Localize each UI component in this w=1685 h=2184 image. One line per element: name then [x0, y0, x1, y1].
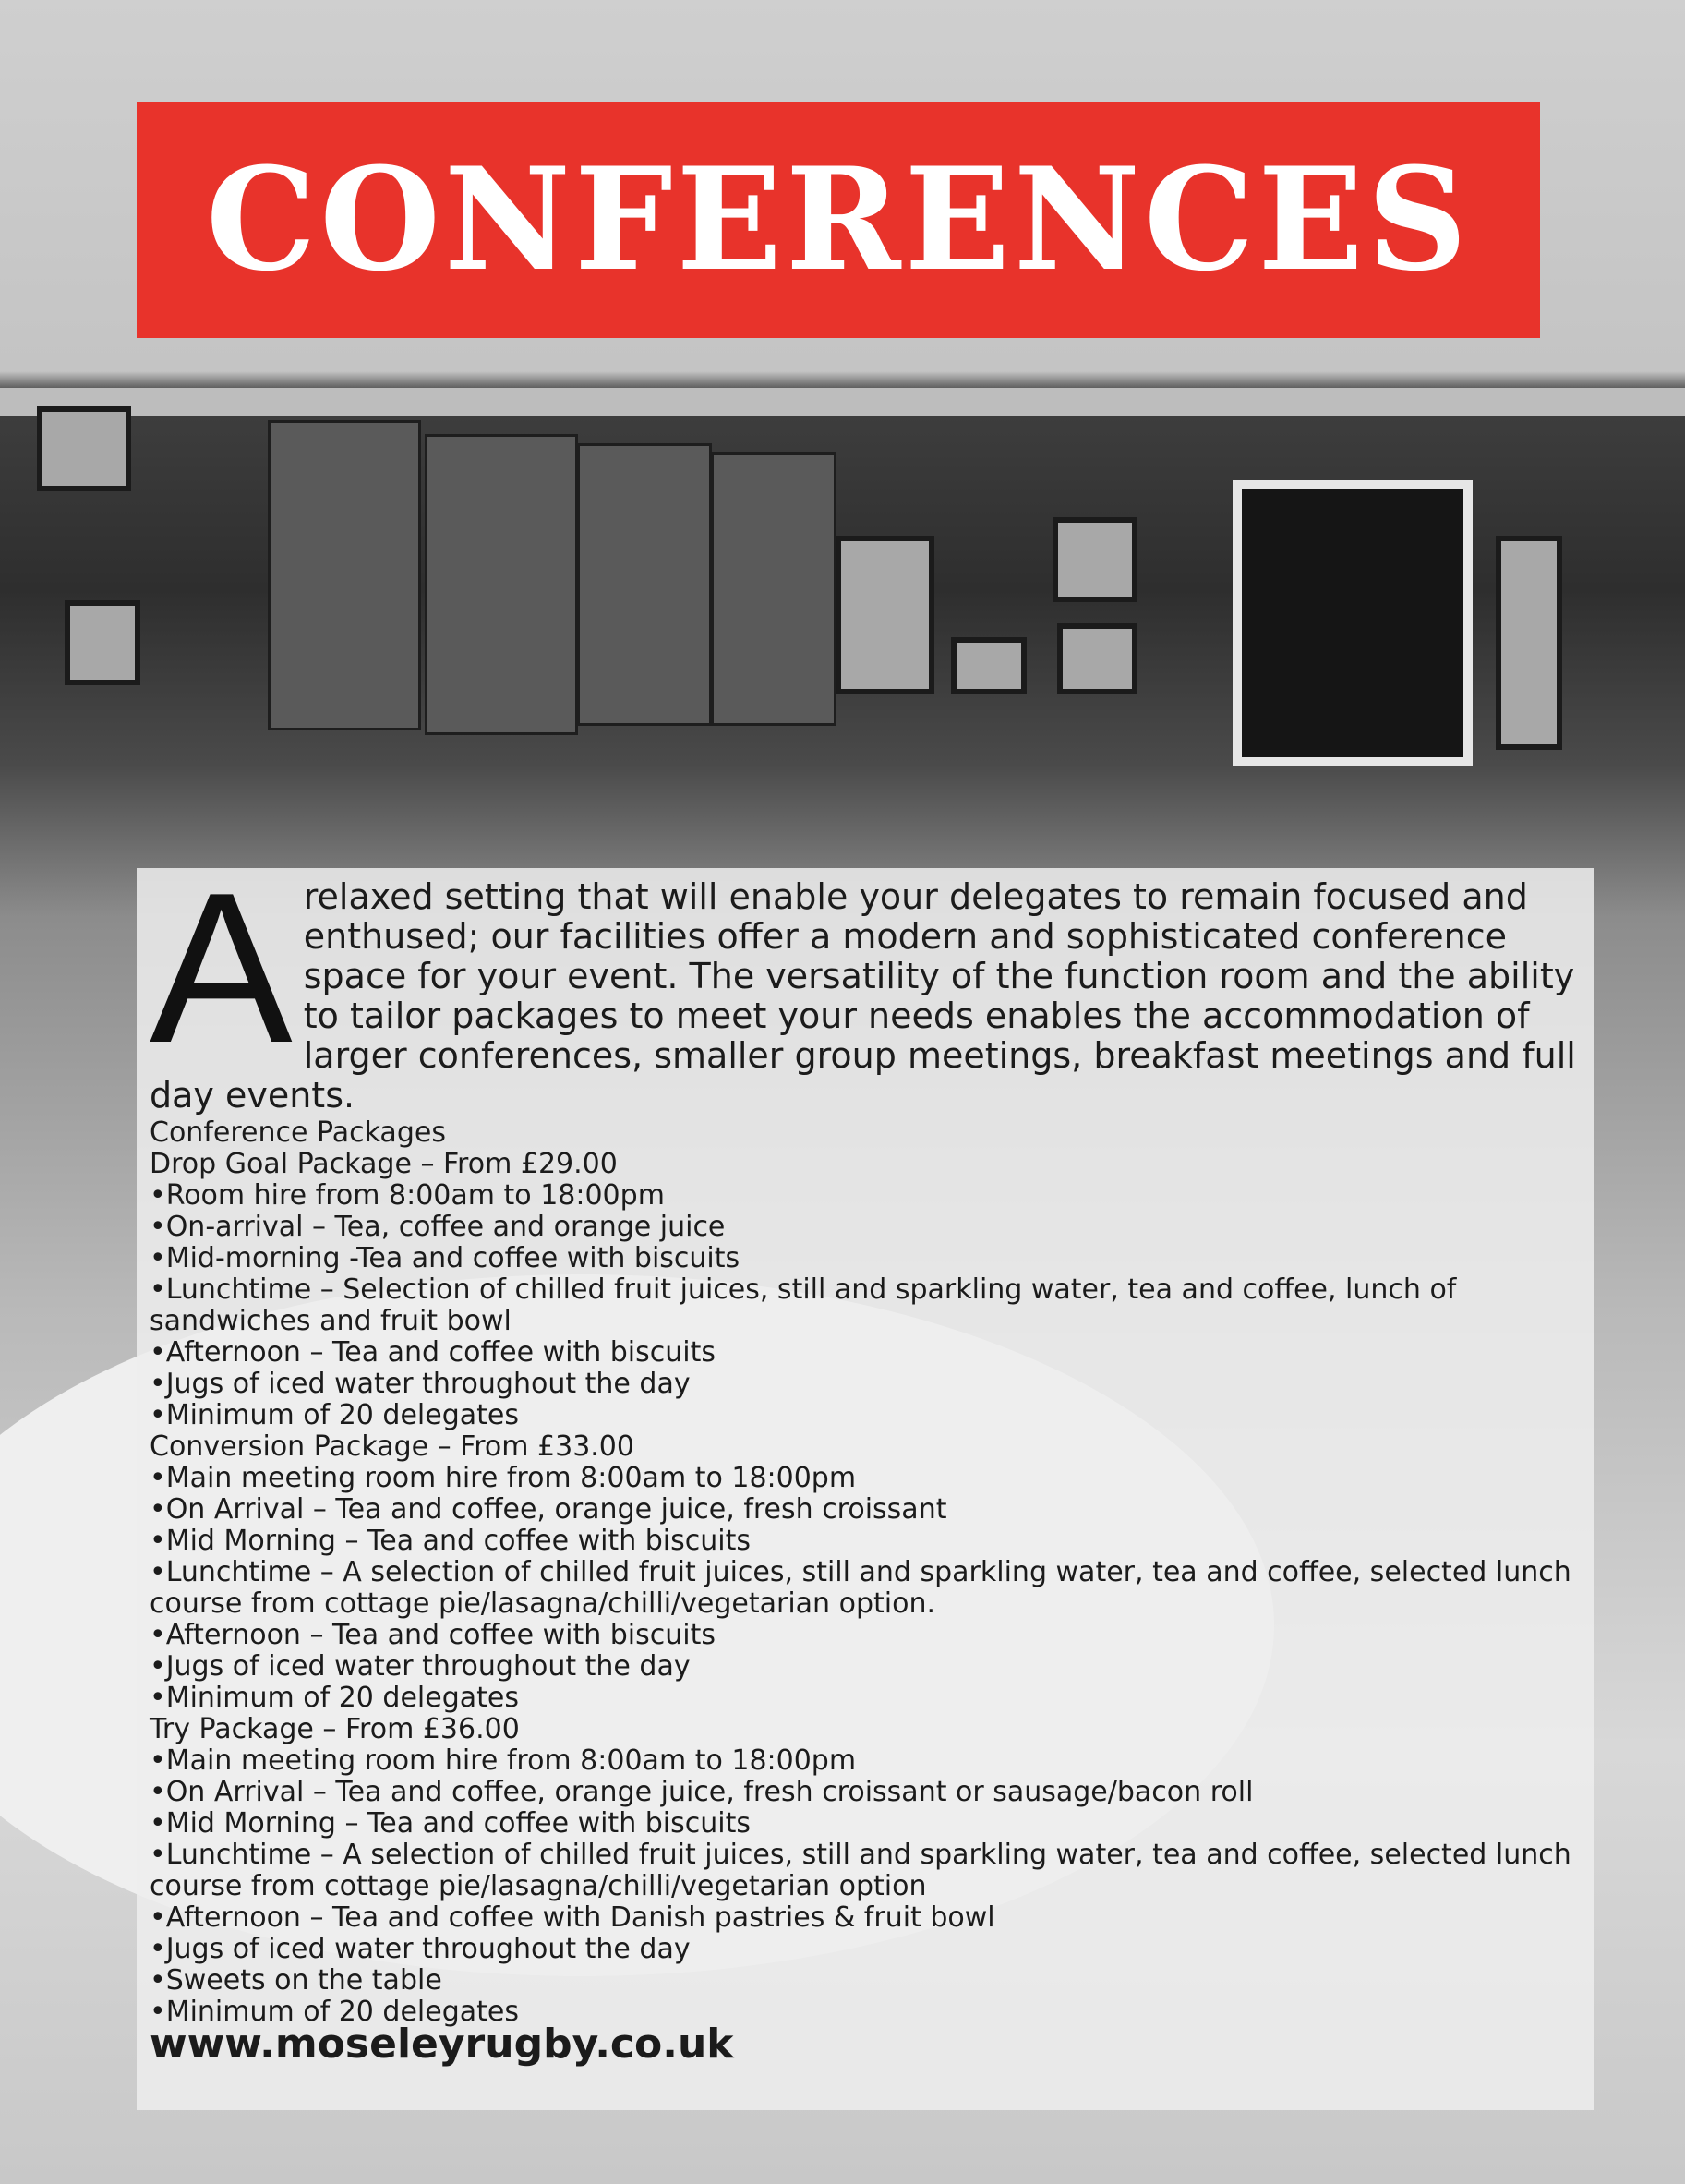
wall-display-case [577, 443, 712, 726]
wall-display-case [268, 420, 421, 730]
list-item: •Main meeting room hire from 8:00am to 18:00pm [150, 1462, 857, 1494]
intro-paragraph [150, 849, 1581, 1116]
website-link[interactable]: www.moseleyrugby.co.uk [150, 2021, 734, 2068]
list-item: •Jugs of iced water throughout the day [150, 1650, 691, 1683]
content [150, 849, 1581, 2028]
list-item: •Afternoon – Tea and coffee with biscuits [150, 1336, 716, 1369]
list-item: •Jugs of iced water throughout the day [150, 1933, 691, 1965]
list-item: •Mid Morning – Tea and coffee with biscuits [150, 1525, 751, 1557]
list-item: •Mid Morning – Tea and coffee with biscuits [150, 1807, 751, 1840]
list-item: •Minimum of 20 delegates [150, 1682, 519, 1714]
wall-picture [836, 536, 934, 694]
list-item: Conversion Package – From £33.00 [150, 1430, 634, 1463]
list-item: •Lunchtime – A selection of chilled fruit juices, still and sparkling water, tea and coffee, selected lunch course from cottage pie/lasagna/chilli/vegetarian option [150, 1839, 1571, 1902]
list-item: •Minimum of 20 delegates [150, 1399, 519, 1431]
list-item: •On-arrival – Tea, coffee and orange juice [150, 1211, 726, 1243]
list-item: •Room hire from 8:00am to 18:00pm [150, 1179, 665, 1212]
title-banner [137, 102, 1540, 338]
list-item: •Sweets on the table [150, 1964, 442, 1997]
list-item: •Lunchtime – Selection of chilled fruit juices, still and sparkling water, tea and coffee, lunch of sandwiches and fruit bowl [150, 1273, 1457, 1337]
list-item: •On Arrival – Tea and coffee, orange juice, fresh croissant [150, 1493, 947, 1526]
list-item: •Lunchtime – A selection of chilled fruit juices, still and sparkling water, tea and coffee, selected lunch course from cottage pie/lasagna/chilli/vegetarian option. [150, 1556, 1571, 1620]
list-item: •Main meeting room hire from 8:00am to 18:00pm [150, 1744, 857, 1777]
list-item: •Mid-morning -Tea and coffee with biscuits [150, 1242, 740, 1274]
wall-picture [1496, 536, 1562, 750]
page-title: CONFERENCES [205, 137, 1472, 303]
packages-heading: Conference Packages [150, 1116, 446, 1149]
list-item: •Jugs of iced water throughout the day [150, 1368, 691, 1400]
list-item: •Afternoon – Tea and coffee with biscuits [150, 1619, 716, 1651]
ceiling-strip [0, 388, 1685, 416]
wall-picture [65, 600, 140, 685]
wall-display-case [425, 434, 578, 735]
list-item: Try Package – From £36.00 [150, 1713, 520, 1745]
intro-text: relaxed setting that will enable your delegates to remain focused and enthused; our facilities offer a modern and sophisticated conference space for your event. The versatility of the function room and the ability to tailor packages to meet your needs enables the accommodation of larger conferences, smaller group meetings, breakfast meetings and full day events. [150, 876, 1576, 1116]
wall-picture [951, 637, 1027, 694]
wall-picture [1053, 517, 1137, 602]
wall-picture [37, 406, 131, 491]
package-list [150, 1117, 1581, 2028]
wall-window [1233, 480, 1473, 766]
wall-picture [1057, 623, 1137, 694]
wall-display-case [711, 452, 836, 726]
drop-cap: A [150, 849, 293, 1088]
list-item: •Afternoon – Tea and coffee with Danish pastries & fruit bowl [150, 1901, 995, 1934]
list-item: •On Arrival – Tea and coffee, orange juice, fresh croissant or sausage/bacon roll [150, 1776, 1254, 1808]
list-item: Drop Goal Package – From £29.00 [150, 1148, 618, 1180]
list-item: •Minimum of 20 delegates [150, 1996, 519, 2028]
